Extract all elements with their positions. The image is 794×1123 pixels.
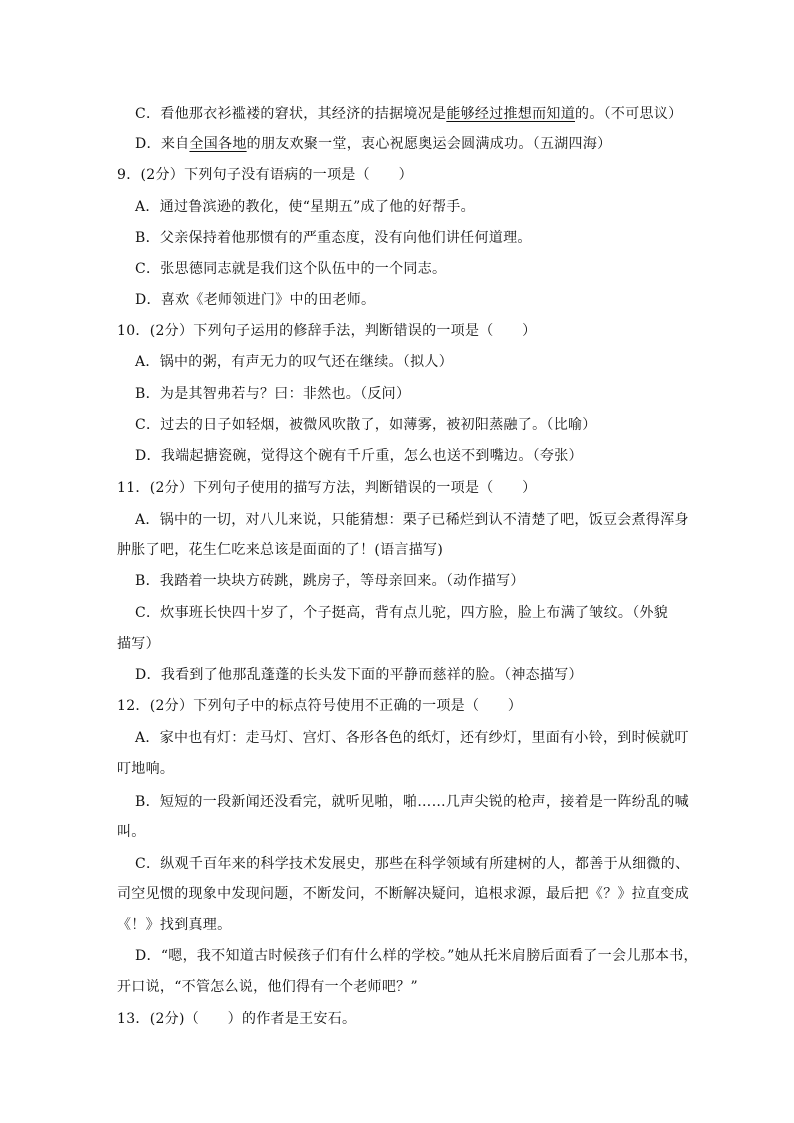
q11-option-d: D．我看到了他那乱蓬蓬的长头发下面的平静而慈祥的脸。（神态描写）: [135, 667, 583, 683]
q11-stem: 11．(2分）下列句子使用的描写方法，判断错误的一项是（ ）: [117, 480, 537, 496]
q12-option-a-line1: A．家中也有灯：走马灯、宫灯、各形各色的纸灯，还有纱灯，里面有小铃，到时候就叮: [135, 730, 689, 746]
q9-option-d: D．喜欢《老师领进门》中的田老师。: [135, 292, 376, 308]
q9-option-a: A．通过鲁滨逊的教化，使“星期五”成了他的好帮手。: [135, 199, 475, 215]
q10-option-d: D．我端起搪瓷碗，觉得这个碗有千斤重，怎么也送不到嘴边。（夸张）: [135, 448, 583, 464]
q11-option-b: B．我踏着一块块方砖跳，跳房子，等母亲回来。（动作描写）: [135, 573, 525, 589]
q10-option-c: C．过去的日子如轻烟，被微风吹散了，如薄雾，被初阳蒸融了。（比喻）: [135, 417, 597, 433]
q8-option-d: [135, 134, 611, 154]
q8-option-c-text: C．看他那衣衫褴褛的窘状，其经济的拮据境况是: [135, 106, 447, 122]
q12-option-b-line2: 叫。: [117, 824, 146, 840]
q10-option-b: B．为是其智弗若与？曰：非然也。（反问）: [135, 386, 411, 402]
q12-option-c-line2: 司空见惯的现象中发现问题，不断发问，不断解决疑问，追根求源，最后把《？》拉直变成: [117, 886, 689, 902]
q9-option-b: B．父亲保持着他那惯有的严重态度，没有向他们讲任何道理。: [135, 230, 532, 246]
q12-stem: 12．(2分）下列句子中的标点符号使用不正确的一项是（ ）: [117, 698, 523, 714]
q10-stem: 10．(2分）下列句子运用的修辞手法，判断错误的一项是（ ）: [117, 323, 537, 339]
q8-option-d-text: D．来自: [135, 136, 190, 152]
q8-option-d-underlined: 全国各地: [189, 136, 247, 152]
q8-option-c: [135, 104, 682, 124]
q12-option-c-line1: C．纵观千百年来的科学技术发展史，那些在科学领域有所建树的人，都善于从细微的、: [135, 856, 690, 872]
q12-option-a-line2: 叮地响。: [117, 761, 175, 777]
q12-option-d-line2: 开口说，“不管怎么说，他们得有一个老师吧？”: [117, 979, 418, 995]
q12-option-c-line3: 《！》找到真理。: [117, 917, 232, 933]
q8-option-c-underlined: 能够经过推想而知道: [446, 106, 576, 122]
q11-option-c-line1: C．炊事班长快四十岁了，个子挺高，背有点儿驼，四方脸，脸上布满了皱纹。（外貌: [135, 605, 669, 621]
q12-option-b-line1: B．短短的一段新闻还没看完，就听见啪，啪……几声尖锐的枪声，接着是一阵纷乱的喊: [135, 794, 689, 810]
q9-stem: 9．(2分）下列句子没有语病的一项是（ ）: [117, 167, 413, 183]
q9-option-c: C．张思德同志就是我们这个队伍中的一个同志。: [135, 261, 447, 277]
q11-option-c-line2: 描写）: [117, 636, 160, 652]
q10-option-a: A．锅中的粥，有声无力的叹气还在继续。（拟人）: [135, 354, 454, 370]
q11-option-a-line2: 肿胀了吧，花生仁吃来总该是面面的了！(语言描写): [117, 542, 444, 558]
q8-option-d-answer: 的朋友欢聚一堂，衷心祝愿奥运会圆满成功。（五湖四海）: [246, 136, 612, 152]
q12-option-d-line1: D．“嗯，我不知道古时候孩子们有什么样的学校。”她从托米肩膀后面看了一会儿那本书，: [135, 948, 698, 964]
q8-option-c-answer: 的。（不可思议）: [575, 106, 683, 122]
q13-stem: 13．(2分)（ ）的作者是王安石。: [117, 1011, 357, 1027]
q11-option-a-line1: A．锅中的一切，对八儿来说，只能猜想：栗子已稀烂到认不清楚了吧，饭豆会煮得浑身: [135, 512, 689, 528]
